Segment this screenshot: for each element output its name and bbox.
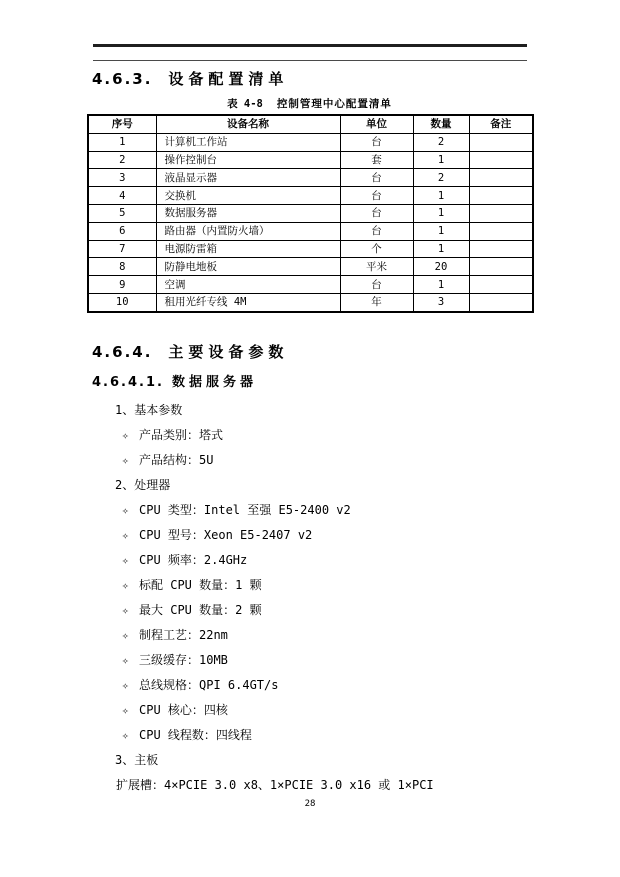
cell-index: 10 — [88, 293, 156, 311]
cell-unit: 个 — [340, 240, 413, 258]
diamond-bullet-icon: ✧ — [122, 554, 129, 567]
param-label: 产品结构：5U — [139, 453, 214, 467]
cell-quantity: 1 — [413, 187, 469, 205]
cell-index: 9 — [88, 276, 156, 294]
cell-index: 6 — [88, 222, 156, 240]
table-row — [88, 187, 533, 205]
param-text-line — [115, 778, 434, 793]
diamond-bullet-icon: ✧ — [122, 604, 129, 617]
param-bullet-item — [115, 503, 434, 518]
cell-device-name: 数据服务器 — [156, 204, 340, 222]
cell-device-name: 电源防雷箱 — [156, 240, 340, 258]
section-title: 设备配置清单 — [168, 70, 289, 88]
cell-unit: 台 — [340, 222, 413, 240]
diamond-bullet-icon: ✧ — [122, 579, 129, 592]
column-header: 序号 — [88, 115, 156, 133]
section-heading-4-6-3 — [92, 70, 288, 88]
diamond-bullet-icon: ✧ — [122, 529, 129, 542]
parameter-list — [115, 403, 434, 803]
cell-quantity: 1 — [413, 204, 469, 222]
param-bullet-item — [115, 578, 434, 593]
param-bullet-item — [115, 453, 434, 468]
cell-unit: 台 — [340, 133, 413, 151]
section-title: 数据服务器 — [171, 375, 257, 390]
cell-device-name: 液晶显示器 — [156, 169, 340, 187]
column-header: 设备名称 — [156, 115, 340, 133]
cell-remark — [469, 240, 533, 258]
cell-index: 1 — [88, 133, 156, 151]
table-row — [88, 276, 533, 294]
cell-remark — [469, 276, 533, 294]
diamond-bullet-icon: ✧ — [122, 729, 129, 742]
param-bullet-item — [115, 653, 434, 668]
diamond-bullet-icon: ✧ — [122, 654, 129, 667]
cell-unit: 年 — [340, 293, 413, 311]
table-row — [88, 293, 533, 311]
cell-remark — [469, 293, 533, 311]
cell-index: 3 — [88, 169, 156, 187]
param-bullet-item — [115, 728, 434, 743]
config-table — [87, 114, 534, 313]
param-label: 3、主板 — [115, 753, 159, 767]
page-number: 28 — [304, 799, 316, 809]
cell-quantity: 20 — [413, 258, 469, 276]
column-header: 备注 — [469, 115, 533, 133]
param-label: 最大 CPU 数量：2 颗 — [139, 603, 262, 617]
cell-quantity: 2 — [413, 169, 469, 187]
cell-unit: 台 — [340, 169, 413, 187]
cell-unit: 平米 — [340, 258, 413, 276]
cell-unit: 台 — [340, 187, 413, 205]
cell-device-name: 交换机 — [156, 187, 340, 205]
section-heading-4-6-4 — [92, 343, 288, 361]
param-label: CPU 频率：2.4GHz — [139, 553, 248, 567]
table-body — [88, 133, 533, 311]
diamond-bullet-icon: ✧ — [122, 504, 129, 517]
param-label: 总线规格：QPI 6.4GT/s — [139, 678, 279, 692]
param-label: 1、基本参数 — [115, 403, 183, 417]
param-label: 产品类别：塔式 — [139, 428, 224, 442]
cell-quantity: 3 — [413, 293, 469, 311]
cell-quantity: 1 — [413, 276, 469, 294]
param-group-label — [115, 753, 434, 768]
header-rule-thin — [93, 60, 527, 61]
section-title: 主要设备参数 — [168, 343, 289, 361]
param-bullet-item — [115, 428, 434, 443]
cell-unit: 台 — [340, 204, 413, 222]
cell-remark — [469, 133, 533, 151]
param-bullet-item — [115, 603, 434, 618]
cell-quantity: 1 — [413, 240, 469, 258]
table-caption — [87, 97, 532, 111]
cell-remark — [469, 169, 533, 187]
table-row — [88, 240, 533, 258]
param-group-label — [115, 403, 434, 418]
param-bullet-item — [115, 678, 434, 693]
cell-remark — [469, 258, 533, 276]
param-bullet-item — [115, 553, 434, 568]
cell-device-name: 计算机工作站 — [156, 133, 340, 151]
table-header-row — [88, 115, 533, 133]
section-number: 4.6.3. — [92, 70, 153, 88]
param-label: 2、处理器 — [115, 478, 171, 492]
param-label: CPU 类型：Intel 至强 E5-2400 v2 — [139, 503, 351, 517]
cell-index: 5 — [88, 204, 156, 222]
diamond-bullet-icon: ✧ — [122, 454, 129, 467]
cell-index: 2 — [88, 151, 156, 169]
cell-device-name: 防静电地板 — [156, 258, 340, 276]
cell-quantity: 2 — [413, 133, 469, 151]
cell-unit: 台 — [340, 276, 413, 294]
param-bullet-item — [115, 528, 434, 543]
section-number: 4.6.4.1. — [92, 375, 164, 390]
cell-device-name: 路由器（内置防火墙） — [156, 222, 340, 240]
diamond-bullet-icon: ✧ — [122, 679, 129, 692]
cell-quantity: 1 — [413, 151, 469, 169]
table-caption-label: 表 4-8 — [227, 98, 263, 110]
diamond-bullet-icon: ✧ — [122, 629, 129, 642]
table-row — [88, 151, 533, 169]
section-number: 4.6.4. — [92, 343, 153, 361]
param-label: 标配 CPU 数量：1 颗 — [139, 578, 262, 592]
cell-device-name: 租用光纤专线 4M — [156, 293, 340, 311]
cell-remark — [469, 204, 533, 222]
header-rule-thick — [93, 44, 527, 47]
cell-index: 7 — [88, 240, 156, 258]
table-row — [88, 204, 533, 222]
cell-quantity: 1 — [413, 222, 469, 240]
param-bullet-item — [115, 628, 434, 643]
param-label: CPU 线程数：四线程 — [139, 728, 252, 742]
diamond-bullet-icon: ✧ — [122, 704, 129, 717]
table-row — [88, 133, 533, 151]
table-row — [88, 169, 533, 187]
cell-device-name: 操作控制台 — [156, 151, 340, 169]
param-label: 三级缓存：10MB — [139, 653, 228, 667]
param-label: 扩展槽：4×PCIE 3.0 x8、1×PCIE 3.0 x16 或 1×PCI — [116, 778, 434, 792]
section-heading-4-6-4-1 — [92, 374, 257, 392]
param-bullet-item — [115, 703, 434, 718]
cell-remark — [469, 222, 533, 240]
cell-device-name: 空调 — [156, 276, 340, 294]
param-label: 制程工艺：22nm — [139, 628, 228, 642]
param-label: CPU 型号：Xeon E5-2407 v2 — [139, 528, 313, 542]
param-group-label — [115, 478, 434, 493]
column-header: 数量 — [413, 115, 469, 133]
cell-unit: 套 — [340, 151, 413, 169]
cell-index: 4 — [88, 187, 156, 205]
param-label: CPU 核心：四核 — [139, 703, 228, 717]
column-header: 单位 — [340, 115, 413, 133]
table-row — [88, 258, 533, 276]
diamond-bullet-icon: ✧ — [122, 429, 129, 442]
table-row — [88, 222, 533, 240]
cell-remark — [469, 151, 533, 169]
table-caption-title: 控制管理中心配置清单 — [276, 98, 392, 110]
cell-index: 8 — [88, 258, 156, 276]
cell-remark — [469, 187, 533, 205]
